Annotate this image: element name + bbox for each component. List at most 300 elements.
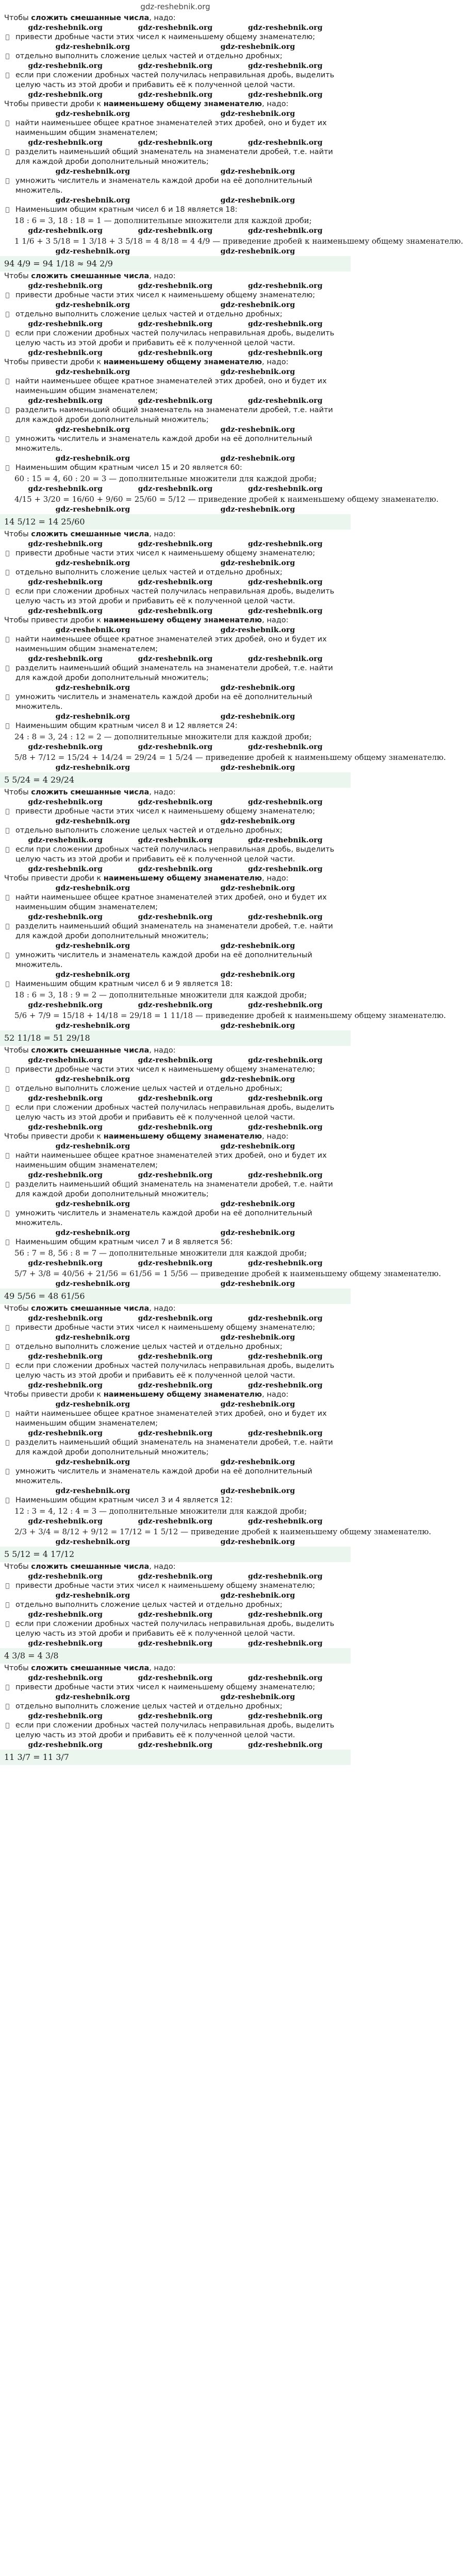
watermark-row — [0, 1610, 351, 1619]
answer-line: 11 3/7 = 11 3/7 — [0, 1750, 351, 1765]
answer-line: 5 5/12 = 4 17/12 — [0, 1547, 351, 1562]
watermark: gdz-reshebnik.org — [247, 913, 323, 921]
watermark: gdz-reshebnik.org — [138, 836, 213, 844]
rule-title-prefix: Чтобы привести дроби к — [4, 1391, 104, 1399]
example-section — [0, 1562, 351, 1664]
watermark: gdz-reshebnik.org — [138, 865, 213, 873]
rule-title-bold: сложить смешанные числа — [31, 1046, 150, 1055]
rule-title-suffix: , надо: — [262, 1391, 289, 1399]
watermark: gdz-reshebnik.org — [55, 1022, 130, 1030]
add-step-3: если при сложении дробных частей получилась неправильная дробь, выделить целую часть из этой дроби и прибавить её к полученной целой части. — [0, 1361, 351, 1381]
cd-step-3: умножить числитель и знаменатель каждой дроби на её дополнительный множитель. — [0, 434, 351, 454]
rule-title-suffix: , надо: — [262, 358, 289, 366]
add-step-2: отдельно выполнить сложение целых частей и отдельно дробных; — [0, 1702, 351, 1711]
watermark: gdz-reshebnik.org — [55, 1400, 130, 1409]
watermark: gdz-reshebnik.org — [55, 1538, 130, 1546]
watermark: gdz-reshebnik.org — [247, 1123, 323, 1131]
watermark: gdz-reshebnik.org — [138, 320, 213, 328]
common-denominator-title — [0, 616, 351, 625]
watermark: gdz-reshebnik.org — [28, 1094, 103, 1103]
watermark: gdz-reshebnik.org — [28, 1314, 103, 1323]
watermark-row — [0, 1591, 351, 1600]
watermark: gdz-reshebnik.org — [55, 1693, 130, 1701]
watermark: gdz-reshebnik.org — [55, 505, 130, 514]
watermark-row — [0, 817, 351, 826]
watermark-row — [0, 539, 351, 549]
add-mixed-title — [0, 530, 351, 539]
calculation — [0, 235, 463, 247]
watermark: gdz-reshebnik.org — [138, 913, 213, 921]
watermark: gdz-reshebnik.org — [220, 1400, 295, 1409]
rule-title-suffix: , надо: — [149, 530, 176, 538]
watermark: gdz-reshebnik.org — [55, 626, 130, 634]
watermark: gdz-reshebnik.org — [247, 578, 323, 586]
cd-step-3: умножить числитель и знаменатель каждой дроби на её дополнительный множитель. — [0, 176, 351, 196]
watermark: gdz-reshebnik.org — [220, 1022, 295, 1030]
watermark: gdz-reshebnik.org — [55, 1333, 130, 1342]
watermark: gdz-reshebnik.org — [247, 1572, 323, 1581]
watermark: gdz-reshebnik.org — [220, 368, 295, 376]
site-header[interactable]: gdz-reshebnik.org — [140, 2, 210, 11]
example-section — [0, 1304, 432, 1562]
watermark: gdz-reshebnik.org — [247, 1094, 323, 1103]
cd-step-2: разделить наименьший общий знаменатель на знаменатели дробей, т.е. найти для каждой дроби дополнительный множитель; — [0, 1438, 351, 1458]
rule-title-bold: сложить смешанные числа — [31, 1664, 150, 1672]
watermark-row — [0, 941, 351, 951]
answer-line: 49 5/56 = 48 61/56 — [0, 1289, 351, 1304]
add-step-2: отдельно выполнить сложение целых частей и отдельно дробных; — [0, 1084, 351, 1094]
example-section — [0, 272, 439, 530]
cd-step-2: разделить наименьший общий знаменатель на знаменатели дробей, т.е. найти для каждой дроби дополнительный множитель; — [0, 1180, 351, 1199]
factor-line: 18 : 6 = 3, 18 : 18 = 1 — дополнительные множители для каждой дроби; — [14, 216, 312, 225]
watermark-row — [0, 1639, 351, 1648]
add-step-2: отдельно выполнить сложение целых частей и отдельно дробных; — [0, 1342, 351, 1352]
add-step-1: привести дробные части этих чисел к наименьшему общему знаменателю; — [0, 1683, 351, 1692]
watermark-row — [0, 1259, 351, 1268]
watermark-row — [0, 1123, 351, 1132]
watermark: gdz-reshebnik.org — [28, 320, 103, 328]
add-mixed-title — [0, 13, 351, 23]
watermark-row — [0, 742, 351, 752]
calculation — [0, 752, 446, 763]
watermark: gdz-reshebnik.org — [55, 1458, 130, 1466]
cd-step-3: умножить числитель и знаменатель каждой дроби на её дополнительный множитель. — [0, 1209, 351, 1228]
watermark: gdz-reshebnik.org — [138, 1352, 213, 1361]
watermark: gdz-reshebnik.org — [138, 91, 213, 99]
watermark: gdz-reshebnik.org — [220, 1200, 295, 1208]
common-denominator-title — [0, 1390, 351, 1400]
watermark: gdz-reshebnik.org — [220, 884, 295, 892]
watermark-row — [0, 970, 351, 979]
answer-line: 4 3/8 = 4 3/8 — [0, 1648, 351, 1664]
watermark-row — [0, 1486, 351, 1496]
rule-title-prefix: Чтобы привести дроби к — [4, 100, 104, 108]
watermark: gdz-reshebnik.org — [55, 1142, 130, 1150]
watermark: gdz-reshebnik.org — [55, 454, 130, 463]
watermark: gdz-reshebnik.org — [220, 301, 295, 309]
watermark: gdz-reshebnik.org — [138, 1314, 213, 1323]
factor-line: 56 : 7 = 8, 56 : 8 = 7 — дополнительные множители для каждой дроби; — [14, 1248, 307, 1258]
rule-title-prefix: Чтобы — [4, 788, 31, 796]
factor-line: 60 : 15 = 4, 60 : 20 = 3 — дополнительные множители для каждой дроби; — [14, 474, 317, 483]
add-mixed-title — [0, 1664, 351, 1673]
watermark: gdz-reshebnik.org — [55, 684, 130, 692]
cd-step-2: разделить наименьший общий знаменатель на знаменатели дробей, т.е. найти для каждой дроби дополнительный множитель; — [0, 147, 351, 167]
watermark: gdz-reshebnik.org — [28, 397, 103, 405]
watermark: gdz-reshebnik.org — [28, 1352, 103, 1361]
rule-title-prefix: Чтобы — [4, 1304, 31, 1313]
calculation — [0, 1526, 432, 1537]
watermark: gdz-reshebnik.org — [220, 942, 295, 950]
watermark-row — [0, 484, 351, 494]
watermark: gdz-reshebnik.org — [138, 1094, 213, 1103]
watermark: gdz-reshebnik.org — [220, 505, 295, 514]
cd-step-1: найти наименьшее общее кратное знаменателей этих дробей, оно и будет их наименьшим общим знаменателем; — [0, 377, 351, 396]
watermark-row — [0, 396, 351, 405]
watermark-row — [0, 1199, 351, 1209]
watermark: gdz-reshebnik.org — [28, 865, 103, 873]
example-section — [0, 1046, 441, 1304]
watermark: gdz-reshebnik.org — [220, 167, 295, 176]
watermark-row — [0, 109, 351, 118]
watermark: gdz-reshebnik.org — [28, 62, 103, 70]
watermark: gdz-reshebnik.org — [28, 1572, 103, 1581]
add-step-3: если при сложении дробных частей получилась неправильная дробь, выделить целую часть из этой дроби и прибавить её к полученной целой части. — [0, 1619, 351, 1639]
answer-line: 5 5/24 = 4 29/24 — [0, 772, 351, 788]
watermark: gdz-reshebnik.org — [247, 1611, 323, 1619]
lcm-statement: Наименьшим общим кратным чисел 8 и 12 является 24: — [0, 721, 351, 731]
watermark: gdz-reshebnik.org — [247, 139, 323, 147]
watermark-row — [0, 1458, 351, 1467]
calculation-expression: 4/15 + 3/20 = 16/60 + 9/60 = 25/60 = 5/12 — [14, 495, 188, 504]
watermark: gdz-reshebnik.org — [28, 1639, 103, 1648]
watermark: gdz-reshebnik.org — [220, 971, 295, 979]
watermark-row — [0, 247, 351, 256]
watermark: gdz-reshebnik.org — [247, 62, 323, 70]
watermark: gdz-reshebnik.org — [138, 62, 213, 70]
watermark-row — [0, 1572, 351, 1581]
watermark: gdz-reshebnik.org — [247, 1056, 323, 1064]
add-step-3: если при сложении дробных частей получилась неправильная дробь, выделить целую часть из этой дроби и прибавить её к полученной целой части. — [0, 587, 351, 606]
watermark: gdz-reshebnik.org — [138, 798, 213, 806]
watermark-row — [0, 300, 351, 310]
add-mixed-title — [0, 788, 351, 798]
answer-line: 52 11/18 = 51 29/18 — [0, 1030, 351, 1046]
watermark: gdz-reshebnik.org — [220, 1333, 295, 1342]
watermark-row — [0, 1333, 351, 1342]
watermark-row — [0, 367, 351, 377]
rule-title-bold: сложить смешанные числа — [31, 272, 150, 280]
add-step-3: если при сложении дробных частей получилась неправильная дробь, выделить целую часть из этой дроби и прибавить её к полученной целой части. — [0, 845, 351, 865]
watermark: gdz-reshebnik.org — [220, 684, 295, 692]
watermark: gdz-reshebnik.org — [55, 971, 130, 979]
watermark: gdz-reshebnik.org — [220, 626, 295, 634]
factor-line: 24 : 8 = 3, 24 : 12 = 2 — дополнительные множители для каждой дроби; — [14, 732, 312, 741]
calculation-expression: 5/6 + 7/9 = 15/18 + 14/18 = 29/18 = 1 11/18 — [14, 1011, 195, 1020]
watermark: gdz-reshebnik.org — [247, 1352, 323, 1361]
watermark: gdz-reshebnik.org — [220, 713, 295, 721]
watermark: gdz-reshebnik.org — [138, 1712, 213, 1720]
watermark: gdz-reshebnik.org — [220, 1229, 295, 1237]
watermark-row — [0, 319, 351, 329]
watermark: gdz-reshebnik.org — [55, 1229, 130, 1237]
watermark: gdz-reshebnik.org — [55, 884, 130, 892]
watermark: gdz-reshebnik.org — [247, 1712, 323, 1720]
watermark: gdz-reshebnik.org — [138, 578, 213, 586]
watermark: gdz-reshebnik.org — [55, 942, 130, 950]
watermark-row — [0, 606, 351, 616]
watermark-row — [0, 196, 351, 205]
add-step-1: привести дробные части этих чисел к наименьшему общему знаменателю; — [0, 1323, 351, 1333]
rule-title-bold: наименьшему общему знаменателю — [103, 100, 262, 108]
calculation-note: — приведение дробей к наименьшему общему знаменателю. — [195, 1011, 446, 1020]
rule-title-prefix: Чтобы — [4, 272, 31, 280]
watermark: gdz-reshebnik.org — [247, 1517, 323, 1526]
add-step-2: отдельно выполнить сложение целых частей и отдельно дробных; — [0, 310, 351, 319]
watermark: gdz-reshebnik.org — [247, 320, 323, 328]
watermark: gdz-reshebnik.org — [247, 607, 323, 615]
watermark: gdz-reshebnik.org — [220, 1538, 295, 1546]
common-denominator-title — [0, 874, 351, 884]
calculation-expression: 2/3 + 3/4 = 8/12 + 9/12 = 17/12 = 1 5/12 — [14, 1527, 181, 1536]
watermark: gdz-reshebnik.org — [28, 836, 103, 844]
lcm-statement: Наименьшим общим кратным чисел 6 и 18 является 18: — [0, 205, 351, 215]
watermark: gdz-reshebnik.org — [220, 1458, 295, 1466]
rule-title-bold: наименьшему общему знаменателю — [103, 1391, 262, 1399]
watermark: gdz-reshebnik.org — [138, 485, 213, 493]
watermark: gdz-reshebnik.org — [28, 282, 103, 290]
cd-step-3: умножить числитель и знаменатель каждой дроби на её дополнительный множитель. — [0, 951, 351, 970]
add-step-1: привести дробные части этих чисел к наименьшему общему знаменателю; — [0, 32, 351, 42]
add-step-3: если при сложении дробных частей получилась неправильная дробь, выделить целую часть из этой дроби и прибавить её к полученной целой части. — [0, 1103, 351, 1123]
calculation-expression: 5/7 + 3/8 = 40/56 + 21/56 = 61/56 = 1 5/56 — [14, 1269, 191, 1278]
watermark: gdz-reshebnik.org — [247, 91, 323, 99]
rule-title-suffix: , надо: — [262, 874, 289, 883]
add-step-2: отдельно выполнить сложение целых частей и отдельно дробных; — [0, 1600, 351, 1610]
cd-step-1: найти наименьшее общее кратное знаменателей этих дробей, оно и будет их наименьшим общим знаменателем; — [0, 893, 351, 912]
watermark: gdz-reshebnik.org — [138, 349, 213, 357]
watermark: gdz-reshebnik.org — [220, 454, 295, 463]
watermark: gdz-reshebnik.org — [220, 247, 295, 256]
watermark-row — [0, 912, 351, 922]
watermark: gdz-reshebnik.org — [28, 578, 103, 586]
watermark: gdz-reshebnik.org — [247, 836, 323, 844]
rule-title-prefix: Чтобы — [4, 1664, 31, 1672]
watermark: gdz-reshebnik.org — [55, 1280, 130, 1288]
watermark-row — [0, 1279, 351, 1289]
example-section — [0, 13, 463, 272]
watermark-row — [0, 1429, 351, 1438]
watermark: gdz-reshebnik.org — [55, 1075, 130, 1083]
watermark: gdz-reshebnik.org — [247, 1674, 323, 1682]
watermark: gdz-reshebnik.org — [220, 110, 295, 118]
add-step-3: если при сложении дробных частей получилась неправильная дробь, выделить целую часть из этой дроби и прибавить её к полученной целой части. — [0, 329, 351, 348]
watermark-row — [0, 348, 351, 358]
add-step-2: отдельно выполнить сложение целых частей и отдельно дробных; — [0, 568, 351, 578]
watermark: gdz-reshebnik.org — [28, 227, 103, 235]
calculation-note: — приведение дробей к наименьшему общему знаменателю. — [195, 753, 446, 762]
watermark: gdz-reshebnik.org — [138, 24, 213, 32]
cd-step-2: разделить наименьший общий знаменатель на знаменатели дробей, т.е. найти для каждой дроби дополнительный множитель; — [0, 922, 351, 941]
watermark: gdz-reshebnik.org — [220, 1280, 295, 1288]
watermark-row — [0, 42, 351, 52]
watermark: gdz-reshebnik.org — [138, 540, 213, 548]
common-denominator-title — [0, 1132, 351, 1142]
answer-line: 14 5/12 = 14 25/60 — [0, 514, 351, 530]
watermark: gdz-reshebnik.org — [220, 196, 295, 205]
watermark: gdz-reshebnik.org — [28, 743, 103, 751]
rule-title-bold: сложить смешанные числа — [31, 1304, 150, 1313]
watermark: gdz-reshebnik.org — [247, 485, 323, 493]
watermark-row — [0, 90, 351, 99]
watermark: gdz-reshebnik.org — [28, 1517, 103, 1526]
rule-title-prefix: Чтобы — [4, 1563, 31, 1571]
add-mixed-title — [0, 1562, 351, 1572]
rule-title-suffix: , надо: — [149, 272, 176, 280]
rule-title-suffix: , надо: — [149, 1304, 176, 1313]
watermark: gdz-reshebnik.org — [247, 865, 323, 873]
calculation-expression: 5/8 + 7/12 = 15/24 + 14/24 = 29/24 = 1 5/24 — [14, 753, 195, 762]
watermark: gdz-reshebnik.org — [138, 1572, 213, 1581]
lcm-statement: Наименьшим общим кратным чисел 3 и 4 является 12: — [0, 1496, 351, 1505]
rule-title-bold: сложить смешанные числа — [31, 788, 150, 796]
watermark: gdz-reshebnik.org — [28, 1123, 103, 1131]
watermark-row — [0, 683, 351, 692]
solution-content — [0, 13, 463, 1765]
watermark-row — [0, 865, 351, 874]
watermark: gdz-reshebnik.org — [28, 139, 103, 147]
rule-title-suffix: , надо: — [149, 1046, 176, 1055]
watermark: gdz-reshebnik.org — [55, 1200, 130, 1208]
watermark: gdz-reshebnik.org — [247, 798, 323, 806]
cd-step-3: умножить числитель и знаменатель каждой дроби на её дополнительный множитель. — [0, 1467, 351, 1486]
watermark-row — [0, 1711, 351, 1721]
watermark: gdz-reshebnik.org — [28, 655, 103, 663]
watermark: gdz-reshebnik.org — [247, 655, 323, 663]
rule-title-prefix: Чтобы — [4, 14, 31, 22]
calculation-note: — приведение дробей к наименьшему общему знаменателю. — [180, 1527, 432, 1536]
watermark: gdz-reshebnik.org — [138, 1674, 213, 1682]
factor-line: 12 : 3 = 4, 12 : 4 = 3 — дополнительные множители для каждой дроби; — [14, 1506, 307, 1516]
example-section — [0, 788, 446, 1046]
answer-line: 94 4/9 = 94 1/18 ≈ 94 2/9 — [0, 256, 351, 272]
example-section — [0, 1664, 351, 1765]
watermark: gdz-reshebnik.org — [247, 1741, 323, 1749]
cd-step-1: найти наименьшее общее кратное знаменателей этих дробей, оно и будет их наименьшим общим знаменателем; — [0, 118, 351, 138]
rule-title-bold: сложить смешанные числа — [31, 530, 150, 538]
calculation — [0, 1268, 441, 1279]
rule-title-suffix: , надо: — [262, 616, 289, 624]
add-mixed-title — [0, 1046, 351, 1056]
watermark: gdz-reshebnik.org — [55, 764, 130, 772]
calculation-note: — приведение дробей к наименьшему общему знаменателю. — [188, 495, 439, 504]
watermark-row — [0, 61, 351, 71]
add-step-2: отдельно выполнить сложение целых частей и отдельно дробных; — [0, 826, 351, 836]
watermark: gdz-reshebnik.org — [138, 1001, 213, 1009]
add-step-1: привести дробные части этих чисел к наименьшему общему знаменателю; — [0, 807, 351, 817]
watermark: gdz-reshebnik.org — [138, 282, 213, 290]
watermark: gdz-reshebnik.org — [138, 227, 213, 235]
rule-title-prefix: Чтобы привести дроби к — [4, 358, 104, 366]
watermark: gdz-reshebnik.org — [28, 1674, 103, 1682]
watermark: gdz-reshebnik.org — [28, 1171, 103, 1179]
watermark: gdz-reshebnik.org — [55, 426, 130, 434]
calculation — [0, 494, 439, 505]
watermark: gdz-reshebnik.org — [28, 913, 103, 921]
add-step-3: если при сложении дробных частей получилась неправильная дробь, выделить целую часть из этой дроби и прибавить её к полученной целой части. — [0, 1721, 351, 1740]
watermark: gdz-reshebnik.org — [55, 247, 130, 256]
watermark: gdz-reshebnik.org — [55, 559, 130, 567]
calculation-note: — приведение дробей к наименьшему общему знаменателю. — [212, 236, 463, 246]
watermark: gdz-reshebnik.org — [55, 1487, 130, 1495]
watermark: gdz-reshebnik.org — [28, 798, 103, 806]
lcm-statement: Наименьшим общим кратным чисел 15 и 20 является 60: — [0, 463, 351, 473]
watermark: gdz-reshebnik.org — [247, 349, 323, 357]
add-step-1: привести дробные части этих чисел к наименьшему общему знаменателю; — [0, 291, 351, 300]
watermark-row — [0, 281, 351, 291]
watermark-row — [0, 138, 351, 147]
add-mixed-title — [0, 272, 351, 281]
watermark-row — [0, 454, 351, 463]
watermark: gdz-reshebnik.org — [28, 1381, 103, 1389]
watermark: gdz-reshebnik.org — [220, 1591, 295, 1600]
watermark: gdz-reshebnik.org — [55, 43, 130, 51]
watermark: gdz-reshebnik.org — [138, 1381, 213, 1389]
watermark: gdz-reshebnik.org — [55, 368, 130, 376]
add-step-1: привести дробные части этих чисел к наименьшему общему знаменателю; — [0, 549, 351, 558]
cd-step-1: найти наименьшее общее кратное знаменателей этих дробей, оно и будет их наименьшим общим знаменателем; — [0, 1409, 351, 1429]
watermark: gdz-reshebnik.org — [138, 1741, 213, 1749]
watermark: gdz-reshebnik.org — [138, 1171, 213, 1179]
watermark: gdz-reshebnik.org — [28, 485, 103, 493]
rule-title-prefix: Чтобы — [4, 530, 31, 538]
watermark: gdz-reshebnik.org — [220, 559, 295, 567]
cd-step-3: умножить числитель и знаменатель каждой дроби на её дополнительный множитель. — [0, 692, 351, 712]
watermark-row — [0, 1228, 351, 1238]
watermark: gdz-reshebnik.org — [55, 713, 130, 721]
watermark-row — [0, 226, 351, 235]
watermark: gdz-reshebnik.org — [28, 1056, 103, 1064]
watermark: gdz-reshebnik.org — [138, 397, 213, 405]
rule-title-bold: сложить смешанные числа — [31, 14, 150, 22]
cd-step-1: найти наименьшее общее кратное знаменателей этих дробей, оно и будет их наименьшим общим знаменателем; — [0, 635, 351, 654]
watermark: gdz-reshebnik.org — [28, 91, 103, 99]
cd-step-1: найти наименьшее общее кратное знаменателей этих дробей, оно и будет их наименьшим общим знаменателем; — [0, 1151, 351, 1171]
watermark: gdz-reshebnik.org — [138, 139, 213, 147]
calculation-note: — приведение дробей к наименьшему общему знаменателю. — [190, 1269, 441, 1278]
watermark: gdz-reshebnik.org — [220, 1487, 295, 1495]
watermark: gdz-reshebnik.org — [55, 301, 130, 309]
watermark: gdz-reshebnik.org — [138, 1259, 213, 1267]
watermark-row — [0, 654, 351, 664]
watermark-row — [0, 836, 351, 845]
rule-title-suffix: , надо: — [149, 14, 176, 22]
common-denominator-title — [0, 99, 351, 109]
watermark: gdz-reshebnik.org — [220, 764, 295, 772]
cd-step-2: разделить наименьший общий знаменатель на знаменатели дробей, т.е. найти для каждой дроби дополнительный множитель; — [0, 405, 351, 425]
rule-title-bold: сложить смешанные числа — [31, 1563, 150, 1571]
watermark: gdz-reshebnik.org — [28, 1712, 103, 1720]
add-step-1: привести дробные части этих чисел к наименьшему общему знаменателю; — [0, 1581, 351, 1591]
watermark-row — [0, 1352, 351, 1361]
watermark: gdz-reshebnik.org — [138, 1611, 213, 1619]
watermark-row — [0, 884, 351, 893]
watermark: gdz-reshebnik.org — [28, 349, 103, 357]
watermark-row — [0, 1314, 351, 1323]
watermark: gdz-reshebnik.org — [138, 1056, 213, 1064]
watermark: gdz-reshebnik.org — [247, 540, 323, 548]
common-denominator-title — [0, 358, 351, 367]
